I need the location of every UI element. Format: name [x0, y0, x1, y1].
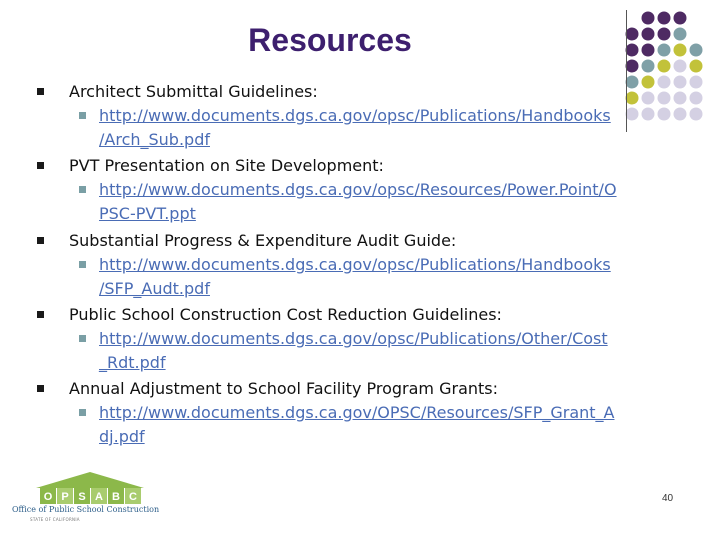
decorative-dot — [674, 92, 687, 105]
resource-link[interactable]: http://www.documents.dgs.ca.gov/opsc/Publications/Handbooks — [99, 106, 611, 125]
decorative-dot — [674, 76, 687, 89]
resource-link[interactable]: http://www.documents.dgs.ca.gov/opsc/Publications/Handbooks — [99, 255, 611, 274]
decorative-dot — [626, 108, 639, 121]
decorative-dot — [690, 44, 703, 57]
decorative-dot — [690, 92, 703, 105]
decorative-dot — [674, 44, 687, 57]
resource-label: Public School Construction Cost Reduction Guidelines: — [69, 305, 502, 324]
decorative-dot — [690, 108, 703, 121]
decorative-dot — [658, 28, 671, 41]
decorative-dot — [626, 44, 639, 57]
decorative-dot — [658, 60, 671, 73]
resource-link-continued[interactable]: _Rdt.pdf — [99, 353, 166, 372]
resource-label: Substantial Progress & Expenditure Audit Guide: — [69, 231, 457, 250]
sub-bullet-icon — [79, 409, 86, 416]
decorative-dot — [690, 60, 703, 73]
resource-label: Architect Submittal Guidelines: — [69, 82, 318, 101]
bullet-icon — [37, 385, 44, 392]
logo-letter: P — [61, 491, 69, 503]
sub-bullet-icon — [79, 335, 86, 342]
decorative-dot — [658, 92, 671, 105]
bullet-icon — [37, 162, 44, 169]
decorative-dot — [674, 28, 687, 41]
sub-bullet-icon — [79, 186, 86, 193]
decorative-dot — [642, 28, 655, 41]
decorative-dot — [658, 108, 671, 121]
resource-link[interactable]: http://www.documents.dgs.ca.gov/OPSC/Resources/SFP_Grant_A — [99, 403, 615, 422]
sub-bullet-icon — [79, 112, 86, 119]
logo-roof-icon — [36, 472, 144, 488]
decorative-dot — [658, 44, 671, 57]
resource-label: PVT Presentation on Site Development: — [69, 156, 384, 175]
logo-name: Office of Public School Construction — [12, 505, 160, 514]
decorative-dot — [626, 92, 639, 105]
resource-link-continued[interactable]: /SFP_Audt.pdf — [99, 279, 210, 298]
logo-letter: O — [43, 491, 53, 503]
resource-label: Annual Adjustment to School Facility Program Grants: — [69, 379, 499, 398]
decorative-dot — [658, 12, 671, 25]
decorative-dot — [674, 108, 687, 121]
decorative-dot — [642, 44, 655, 57]
decorative-dot — [642, 12, 655, 25]
resource-link[interactable]: http://www.documents.dgs.ca.gov/opsc/Publications/Other/Cost — [99, 329, 608, 348]
sub-bullet-icon — [79, 261, 86, 268]
resource-link[interactable]: http://www.documents.dgs.ca.gov/opsc/Resources/Power.Point/O — [99, 180, 617, 199]
decorative-dot — [642, 76, 655, 89]
decorative-dot — [626, 28, 639, 41]
decorative-divider — [626, 10, 627, 132]
bullet-icon — [37, 88, 44, 95]
logo-letter: A — [95, 491, 103, 503]
resource-link-continued[interactable]: /Arch_Sub.pdf — [99, 130, 210, 149]
logo-letter: S — [78, 491, 86, 503]
decorative-dot — [658, 76, 671, 89]
slide-title: Resources — [248, 22, 412, 58]
bullet-icon — [37, 237, 44, 244]
decorative-dot — [642, 92, 655, 105]
decorative-dot — [642, 108, 655, 121]
resource-link-continued[interactable]: dj.pdf — [99, 427, 145, 446]
decorative-dot — [674, 60, 687, 73]
logo-letter: B — [112, 491, 120, 503]
decorative-dot — [690, 76, 703, 89]
resource-link-continued[interactable]: PSC-PVT.ppt — [99, 204, 196, 223]
logo-letter: C — [129, 491, 137, 503]
decorative-dot — [642, 60, 655, 73]
decorative-dot — [626, 60, 639, 73]
decorative-dot — [674, 12, 687, 25]
bullet-icon — [37, 311, 44, 318]
decorative-dot — [626, 76, 639, 89]
logo-tagline: STATE OF CALIFORNIA — [30, 517, 80, 522]
page-number: 40 — [662, 493, 674, 504]
